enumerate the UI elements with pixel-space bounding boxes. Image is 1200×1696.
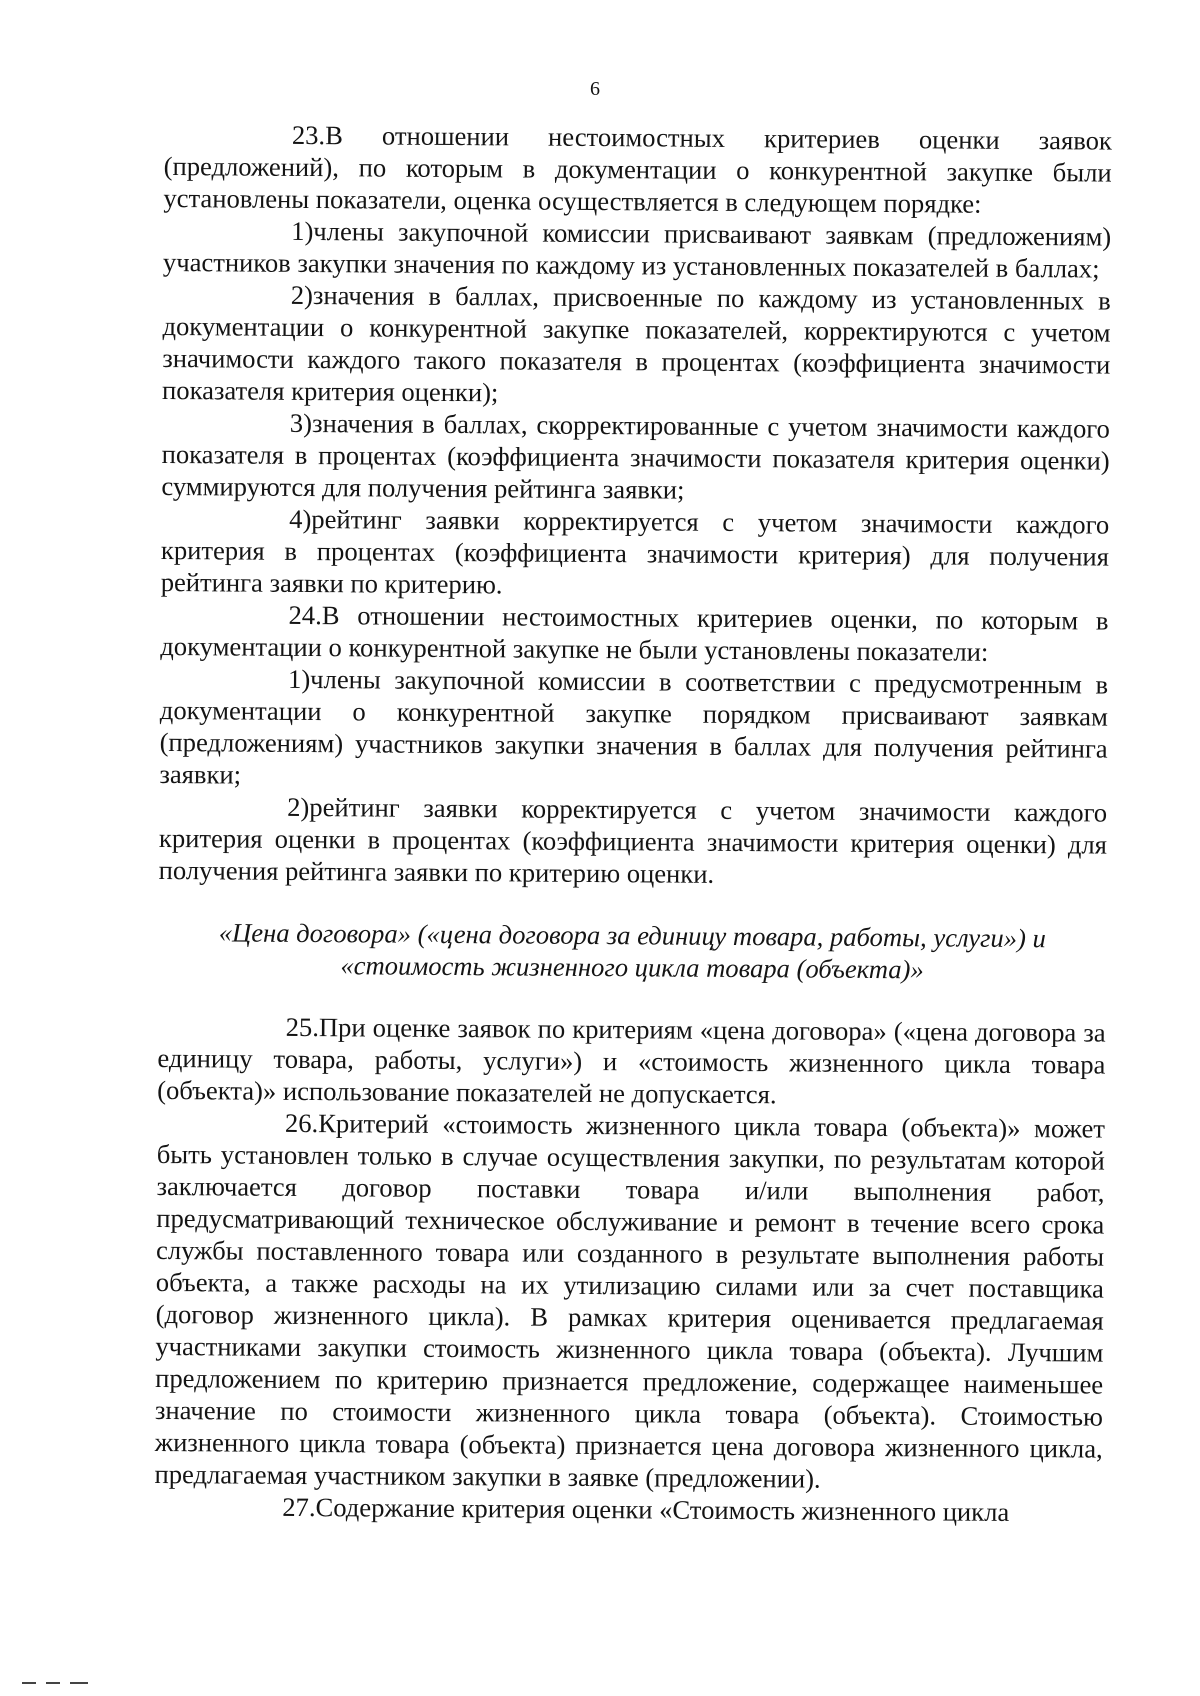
list-item-24-1 [159, 662, 1108, 797]
list-item-23-4 [161, 502, 1110, 605]
list-item-text: значения в баллах, скорректированные с учетом значимости каждого показателя в процентах (коэффициента значимости показателя критерия оценки) суммируются для получения рейтинга заявки; [161, 408, 1110, 505]
paragraph-26 [154, 1106, 1105, 1497]
list-item-text: рейтинг заявки корректируется с учетом значимости каждого критерия оценки в процентах (коэффициента значимости критерия оценки) для получения рейтинга заявки по критерию оценки. [158, 792, 1108, 889]
scan-edge-marks [22, 1682, 88, 1684]
list-item-text: значения в баллах, присвоенные по каждому из установленных в документации о конкурентной закупке показателей, корректируются с учетом значимости каждого такого показателя в процентах (коэффициента значимости показателя критерия оценки); [161, 280, 1111, 408]
paragraph-number: 26. [284, 1107, 319, 1139]
page-number: 6 [590, 78, 600, 100]
section-heading [158, 916, 1106, 987]
paragraph-text: В отношении нестоимостных критериев оценки заявок (предложений), по которым в документации о конкурентной закупке были установлены показатели, оценка осуществляется в следующем порядке: [163, 120, 1112, 219]
paragraph-27 [154, 1490, 1102, 1529]
section-heading-line-2: «стоимость жизненного цикла товара (объекта)» [340, 950, 924, 985]
paragraph-number: 24. [288, 599, 322, 631]
list-item-text: рейтинг заявки корректируется с учетом значимости каждого критерия в процентах (коэффициента значимости критерия) для получения рейтинга заявки по критерию. [160, 504, 1110, 600]
section-heading-line-1: «Цена договора» («цена договора за единицу товара, работы, услуги») и [218, 917, 1046, 954]
paragraph-23 [163, 118, 1112, 221]
paragraph-text: В отношении нестоимостных критериев оценки, по которым в документации о конкурентной закупке не были установлены показатели: [160, 600, 1109, 667]
paragraph-number: 27. [282, 1491, 316, 1523]
list-item-23-3 [161, 406, 1110, 509]
scan-mark [46, 1682, 60, 1684]
scan-mark [22, 1682, 36, 1684]
paragraph-text: Содержание критерия оценки «Стоимость жизненного цикла [315, 1492, 1010, 1527]
paragraph-number: 25. [285, 1011, 320, 1043]
paragraph-25 [157, 1010, 1106, 1113]
list-item-number: 2) [290, 279, 314, 311]
list-item-23-2 [162, 278, 1111, 413]
list-item-24-2 [159, 790, 1108, 893]
list-item-number: 2) [287, 791, 310, 823]
list-item-number: 4) [289, 503, 312, 535]
document-body [154, 118, 1112, 1529]
list-item-text: члены закупочной комиссии присваивают заявкам (предложениям) участников закупки значения по каждому из установленных показателей в баллах; [162, 216, 1112, 284]
scan-mark [70, 1682, 88, 1684]
list-item-number: 1) [291, 215, 314, 247]
list-item-number: 3) [289, 407, 313, 439]
list-item-text: члены закупочной комиссии в соответствии с предусмотренным в документации о конкурентной закупке порядком присваивают заявкам (предложениям) участников закупки значения в баллах для получения рейтинга заявки; [159, 664, 1109, 790]
paragraph-number: 23. [291, 119, 326, 151]
list-item-23-1 [163, 214, 1111, 285]
list-item-number: 1) [287, 663, 311, 695]
paragraph-text: При оценке заявок по критериям «цена договора» («цена договора за единицу товара, работы, услуги») и «стоимость жизненного цикла товара (объекта)» использование показателей не допускается. [157, 1012, 1106, 1110]
paragraph-text: Критерий «стоимость жизненного цикла товара (объекта)» может быть установлен только в случае осуществления закупки, по результатам которой заключается договор поставки товара и/или выполнения работ, предусматривающий техническое обслуживание и ремонт в течение всего срока службы поставленного товара или созданного в результате выполнения работы объекта, а также расходы на их утилизацию силами или за счет поставщика (договор жизненного цикла). В рамках критерия оценивается предлагаемая участниками закупки стоимость жизненного цикла товара (объекта). Лучшим предложением по критерию признается предложение, содержащее наименьшее значение по стоимости жизненного цикла товара (объекта). Стоимостью жизненного цикла товара (объекта) признается цена договора жизненного цикла, предлагаемая участником закупки в заявке (предложении). [154, 1108, 1106, 1494]
paragraph-24 [160, 598, 1108, 669]
